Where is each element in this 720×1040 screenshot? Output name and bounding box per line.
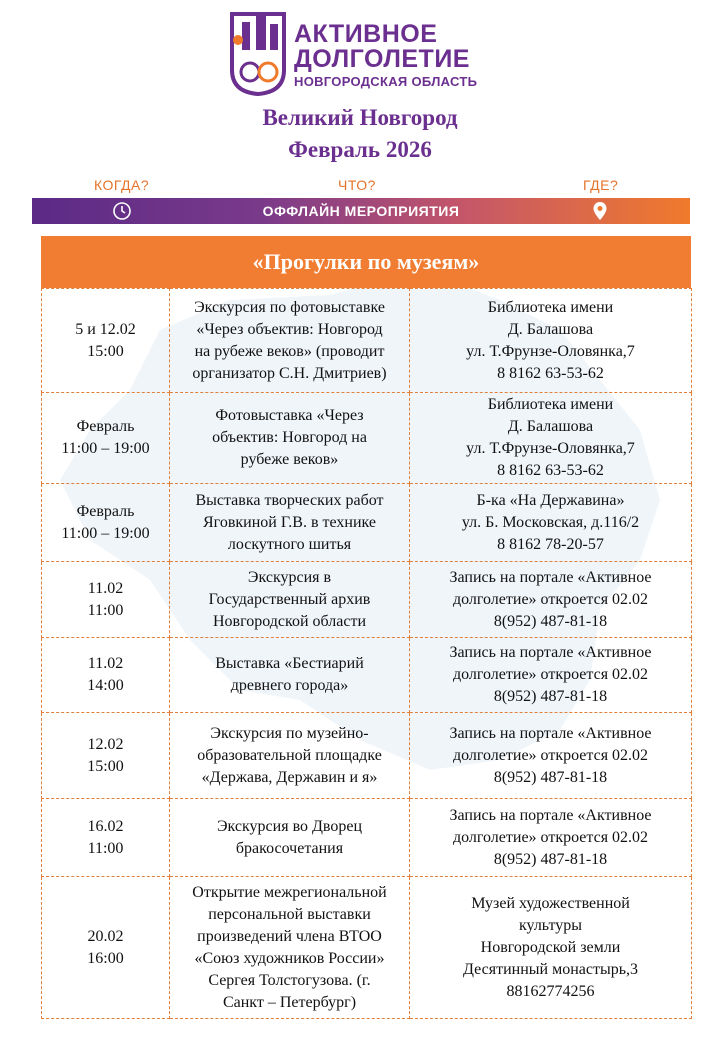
cell-what bbox=[170, 713, 410, 799]
cell-where bbox=[410, 799, 692, 877]
cell-what-line: объектив: Новгород на bbox=[212, 429, 367, 446]
cell-when-line: 11:00 bbox=[87, 839, 124, 857]
cell-when-line: 16.02 bbox=[87, 817, 124, 835]
cell-what-line: Выставка творческих работ bbox=[195, 491, 384, 509]
cell-what-line: Государственный архив bbox=[208, 590, 371, 608]
section-title: «Прогулки по музеям» bbox=[41, 236, 691, 288]
cell-where-line: долголетие» откроется 02.02 bbox=[452, 746, 649, 764]
cell-where-line: Запись на портале «Активное bbox=[449, 806, 652, 824]
cell-what-line: Экскурсия по музейно- bbox=[210, 724, 369, 742]
cell-what bbox=[170, 638, 410, 713]
cell-where-line: Новгородской земли bbox=[480, 938, 621, 956]
events-grid bbox=[41, 288, 692, 1019]
cell-what-line: древнего города» bbox=[230, 677, 349, 694]
cell-when-line: 11:00 – 19:00 bbox=[61, 440, 150, 457]
cell-what-line: Открытие межрегиональной bbox=[192, 883, 387, 901]
cell-what-line: персональной выставки bbox=[208, 905, 371, 923]
cell-where-line: культуры bbox=[518, 916, 583, 934]
cell-where bbox=[410, 484, 692, 562]
cell-when bbox=[42, 638, 170, 713]
cell-when-line: 11:00 bbox=[87, 601, 124, 619]
table-row bbox=[42, 877, 692, 1019]
logo-title-line1: АКТИВНОЕ bbox=[294, 20, 438, 48]
column-header-when: КОГДА? bbox=[94, 177, 150, 193]
cell-when bbox=[42, 393, 170, 484]
cell-when-line: 16:00 bbox=[87, 949, 124, 967]
cell-where bbox=[410, 393, 692, 484]
cell-where-line: долголетие» откроется 02.02 bbox=[452, 828, 649, 846]
cell-where bbox=[410, 638, 692, 713]
column-header-what: ЧТО? bbox=[338, 177, 376, 193]
events-table bbox=[41, 236, 691, 1019]
cell-where-line: 8(952) 487-81-18 bbox=[493, 612, 608, 630]
cell-when-line: 15:00 bbox=[87, 342, 124, 360]
cell-what-line: Экскурсия в bbox=[247, 568, 332, 586]
cell-where-line: 8(952) 487-81-18 bbox=[493, 688, 608, 705]
cell-when bbox=[42, 562, 170, 638]
cell-where bbox=[410, 713, 692, 799]
cell-where bbox=[410, 562, 692, 638]
banner-label: ОФФЛАЙН МЕРОПРИЯТИЯ bbox=[262, 203, 460, 219]
logo bbox=[228, 10, 498, 96]
cell-when-line: Февраль bbox=[76, 418, 135, 435]
cell-where-line: 8 8162 63-53-62 bbox=[497, 462, 604, 479]
cell-where-line: 8 8162 78-20-57 bbox=[497, 535, 604, 553]
cell-when-line: 5 и 12.02 bbox=[75, 320, 136, 338]
cell-where bbox=[410, 289, 692, 393]
cell-what-line: организатор С.Н. Дмитриев) bbox=[192, 364, 387, 382]
cell-what bbox=[170, 289, 410, 393]
cell-where-line: 88162774256 bbox=[506, 982, 595, 1000]
cell-what-line: лоскутного шитья bbox=[227, 535, 352, 553]
table-row bbox=[42, 638, 692, 713]
cell-what-line: Экскурсия по фотовыставке bbox=[194, 298, 385, 316]
cell-where-line: Библиотека имени bbox=[487, 298, 614, 316]
cell-what bbox=[170, 799, 410, 877]
cell-what-line: Сергея Толстогузова. (г. bbox=[208, 971, 371, 989]
cell-what-line: «Союз художников России» bbox=[194, 949, 385, 967]
cell-what bbox=[170, 562, 410, 638]
cell-where-line: Запись на портале «Активное bbox=[449, 568, 652, 586]
month-title: Февраль 2026 bbox=[288, 137, 432, 162]
location-pin-icon bbox=[592, 201, 608, 221]
table-row bbox=[42, 484, 692, 562]
cell-what-line: на рубеже веков» (проводит bbox=[194, 342, 385, 360]
cell-what-line: Фотовыставка «Через bbox=[215, 407, 364, 424]
table-row bbox=[42, 393, 692, 484]
cell-where-line: Б-ка «На Державина» bbox=[476, 491, 625, 509]
cell-what bbox=[170, 484, 410, 562]
cell-when-line: 11.02 bbox=[87, 655, 124, 672]
cell-when-line: 11:00 – 19:00 bbox=[61, 524, 150, 542]
cell-when bbox=[42, 713, 170, 799]
logo-emblem-icon bbox=[228, 10, 288, 96]
cell-when bbox=[42, 877, 170, 1019]
cell-where bbox=[410, 877, 692, 1019]
cell-where-line: Библиотека имени bbox=[487, 396, 614, 413]
city-title: Великий Новгород bbox=[262, 105, 458, 130]
cell-what-line: Санкт – Петербург) bbox=[222, 993, 357, 1011]
cell-what bbox=[170, 393, 410, 484]
cell-where-line: Десятинный монастырь,3 bbox=[463, 960, 638, 978]
cell-where-line: 8(952) 487-81-18 bbox=[493, 850, 608, 868]
cell-what-line: «Держава, Державин и я» bbox=[201, 768, 378, 786]
cell-what-line: «Через объектив: Новгород bbox=[196, 320, 383, 338]
cell-what-line: образовательной площадке bbox=[197, 746, 382, 764]
cell-when-line: 14:00 bbox=[87, 677, 124, 694]
logo-subtitle: НОВГОРОДСКАЯ ОБЛАСТЬ bbox=[294, 74, 478, 89]
cell-when-line: 15:00 bbox=[87, 757, 124, 775]
cell-where-line: Д. Балашова bbox=[507, 320, 594, 338]
cell-what-line: Яговкиной Г.В. в технике bbox=[202, 513, 376, 531]
cell-what-line: рубеже веков» bbox=[240, 451, 339, 468]
table-row bbox=[42, 562, 692, 638]
cell-where-line: Музей художественной bbox=[471, 894, 630, 912]
cell-what-line: Экскурсия во Дворец bbox=[216, 817, 363, 835]
cell-what-line: бракосочетания bbox=[235, 839, 344, 857]
cell-where-line: 8 8162 63-53-62 bbox=[497, 364, 604, 382]
table-row bbox=[42, 799, 692, 877]
cell-when-line: 11.02 bbox=[87, 579, 124, 597]
table-row bbox=[42, 713, 692, 799]
cell-what-line: Новгородской области bbox=[212, 612, 367, 630]
cell-what-line: Выставка «Бестиарий bbox=[215, 655, 364, 672]
cell-where-line: долголетие» откроется 02.02 bbox=[452, 590, 649, 608]
column-header-where: ГДЕ? bbox=[583, 177, 619, 193]
table-row bbox=[42, 289, 692, 393]
cell-where-line: Запись на портале «Активное bbox=[449, 724, 652, 742]
cell-where-line: долголетие» откроется 02.02 bbox=[452, 666, 649, 683]
cell-where-line: Запись на портале «Активное bbox=[449, 644, 652, 661]
cell-where-line: ул. Б. Московская, д.116/2 bbox=[461, 513, 640, 531]
cell-when-line: Февраль bbox=[76, 502, 135, 520]
cell-where-line: Д. Балашова bbox=[507, 418, 594, 435]
cell-where-line: ул. Т.Фрунзе-Оловянка,7 bbox=[466, 440, 635, 457]
cell-where-line: 8(952) 487-81-18 bbox=[493, 768, 608, 786]
cell-when-line: 12.02 bbox=[87, 735, 124, 753]
offline-events-banner bbox=[32, 198, 690, 224]
cell-when bbox=[42, 289, 170, 393]
cell-what-line: произведений члена ВТОО bbox=[197, 927, 382, 945]
cell-when bbox=[42, 799, 170, 877]
cell-when bbox=[42, 484, 170, 562]
cell-what bbox=[170, 877, 410, 1019]
logo-title-line2: ДОЛГОЛЕТИЕ bbox=[294, 45, 470, 73]
cell-when-line: 20.02 bbox=[87, 927, 124, 945]
cell-where-line: ул. Т.Фрунзе-Оловянка,7 bbox=[466, 342, 635, 360]
